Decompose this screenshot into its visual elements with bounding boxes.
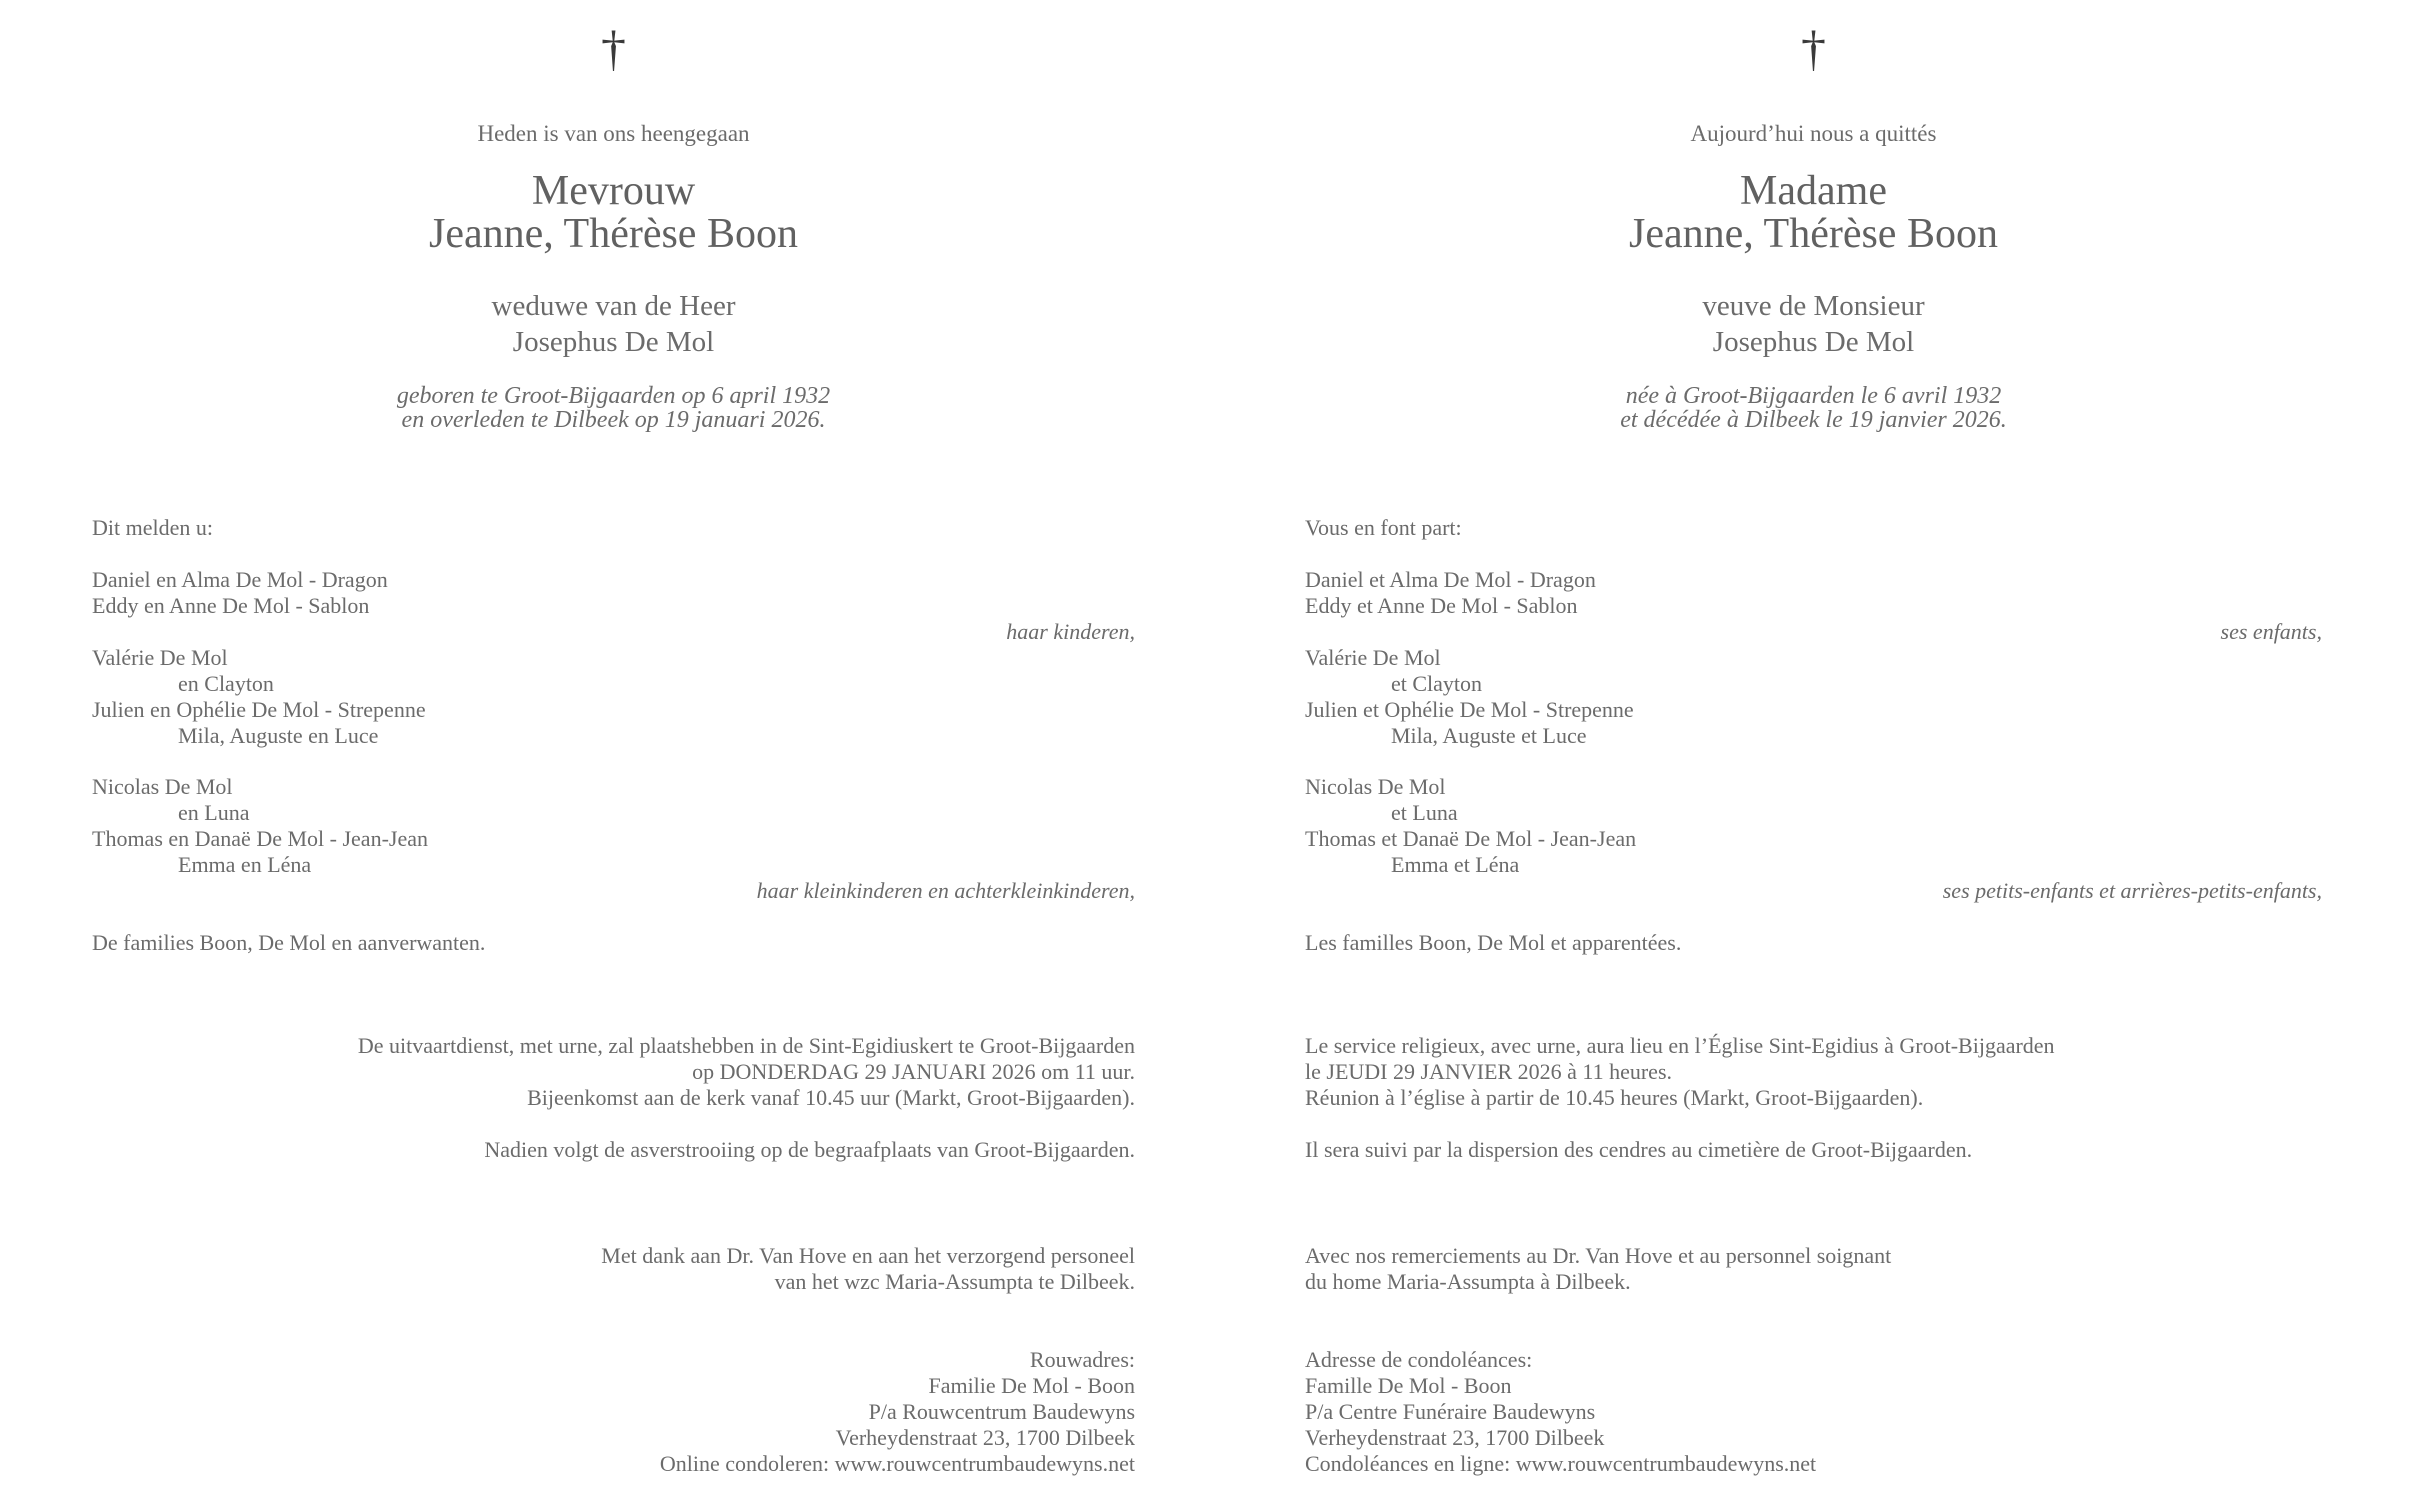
column-french: [1213, 0, 2427, 1509]
address-heading: Rouwadres:: [1029, 1347, 1135, 1372]
grandchildren-group-2: [92, 774, 1135, 878]
thanks-line: du home Maria-Assumpta à Dilbeek.: [1305, 1269, 1631, 1294]
relation-line: weduwe van de Heer: [491, 290, 736, 322]
great-grandchildren-line: Emma en Léna: [178, 852, 312, 877]
dispersion-line: Nadien volgt de asverstrooiing op de begraafplaats van Groot-Bijgaarden.: [484, 1137, 1135, 1162]
children-line: Daniel et Alma De Mol - Dragon: [1305, 567, 1596, 592]
grandchild-line: Nicolas De Mol: [1305, 774, 1446, 799]
address-line: Verheydenstraat 23, 1700 Dilbeek: [835, 1425, 1135, 1450]
announce-line: Vous en font part:: [1305, 515, 1462, 540]
condolence-address-block: [1305, 1347, 2322, 1477]
great-grandchildren-line: Mila, Auguste et Luce: [1391, 723, 1587, 748]
column-dutch-content: [92, 0, 1135, 1509]
death-line: et décédée à Dilbeek le 19 janvier 2026.: [1620, 407, 2007, 433]
online-condolence-line: Condoléances en ligne: www.rouwcentrumbaudewyns.net: [1305, 1451, 1817, 1476]
spouse-name: Josephus De Mol: [1712, 326, 1915, 358]
service-line: De uitvaartdienst, met urne, zal plaatshebben in de Sint-Egidiuskert te Groot-Bijgaarden: [357, 1033, 1135, 1058]
death-line: en overleden te Dilbeek op 19 januari 2026.: [401, 407, 826, 433]
intro-line: Heden is van ons heengegaan: [477, 121, 750, 146]
grandchild-line: Thomas et Danaë De Mol - Jean-Jean: [1305, 826, 1637, 851]
service-line: Bijeenkomst aan de kerk vanaf 10.45 uur (Markt, Groot-Bijgaarden).: [527, 1085, 1135, 1110]
thanks-line: Met dank aan Dr. Van Hove en aan het verzorgend personeel: [601, 1243, 1135, 1268]
service-line: Le service religieux, avec urne, aura lieu en l’Église Sint-Egidius à Groot-Bijgaarden: [1305, 1033, 2055, 1058]
service-line: le JEUDI 29 JANVIER 2026 à 11 heures.: [1305, 1059, 1673, 1084]
deceased-title-block: [1305, 170, 2322, 256]
address-line: Famille De Mol - Boon: [1305, 1373, 1512, 1398]
deceased-title: Madame: [1740, 168, 1887, 214]
cross-icon: †: [1801, 20, 1826, 76]
birth-death-block: [92, 384, 1135, 432]
grandchild-line: Thomas en Danaë De Mol - Jean-Jean: [92, 826, 428, 851]
intro-line: Aujourd’hui nous a quittés: [1690, 121, 1937, 146]
children-line: Eddy en Anne De Mol - Sablon: [92, 593, 370, 618]
column-french-content: [1305, 0, 2322, 1509]
thanks-block: [1305, 1243, 2322, 1295]
children-line: Daniel en Alma De Mol - Dragon: [92, 567, 388, 592]
dispersion-line: Il sera suivi par la dispersion des cendres au cimetière de Groot-Bijgaarden.: [1305, 1137, 1973, 1162]
spouse-name: Josephus De Mol: [512, 326, 715, 358]
address-line: P/a Rouwcentrum Baudewyns: [868, 1399, 1135, 1424]
grandchild-partner-line: en Clayton: [178, 671, 274, 696]
grandchild-partner-line: et Clayton: [1391, 671, 1483, 696]
cross-icon: †: [601, 20, 626, 76]
birth-line: née à Groot-Bijgaarden le 6 avril 1932: [1625, 383, 2002, 409]
children-list: [1305, 567, 2322, 619]
grandchildren-label: ses petits-enfants et arrières-petits-enfants,: [1942, 878, 2322, 903]
service-line: op DONDERDAG 29 JANUARI 2026 om 11 uur.: [692, 1059, 1135, 1084]
address-heading: Adresse de condoléances:: [1305, 1347, 1533, 1372]
address-line: Verheydenstraat 23, 1700 Dilbeek: [1305, 1425, 1605, 1450]
grandchild-line: Julien et Ophélie De Mol - Strepenne: [1305, 697, 1634, 722]
great-grandchildren-line: Mila, Auguste en Luce: [178, 723, 379, 748]
birth-death-block: [1305, 384, 2322, 432]
children-line: Eddy et Anne De Mol - Sablon: [1305, 593, 1578, 618]
thanks-line: Avec nos remerciements au Dr. Van Hove et au personnel soignant: [1305, 1243, 1892, 1268]
grandchild-partner-line: et Luna: [1391, 800, 1458, 825]
great-grandchildren-line: Emma et Léna: [1391, 852, 1520, 877]
deceased-title-block: [92, 170, 1135, 256]
announce-line: Dit melden u:: [92, 515, 213, 540]
grandchildren-group-1: [92, 645, 1135, 749]
deceased-title: Mevrouw: [531, 168, 696, 214]
birth-line: geboren te Groot-Bijgaarden op 6 april 1932: [396, 383, 831, 409]
column-dutch: [0, 0, 1213, 1509]
children-label: haar kinderen,: [1006, 619, 1135, 644]
families-line: De families Boon, De Mol en aanverwanten.: [92, 930, 486, 955]
online-condolence-line: Online condoleren: www.rouwcentrumbaudewyns.net: [659, 1451, 1135, 1476]
grandchild-partner-line: en Luna: [178, 800, 250, 825]
deceased-name: Jeanne, Thérèse Boon: [429, 211, 798, 257]
relation-line: veuve de Monsieur: [1702, 290, 1925, 322]
relation-block: [92, 288, 1135, 360]
service-block: [92, 1033, 1135, 1111]
families-line: Les familles Boon, De Mol et apparentées.: [1305, 930, 1682, 955]
grandchild-line: Nicolas De Mol: [92, 774, 233, 799]
grandchild-line: Julien en Ophélie De Mol - Strepenne: [92, 697, 426, 722]
grandchild-line: Valérie De Mol: [92, 645, 228, 670]
grandchildren-label: haar kleinkinderen en achterkleinkinderen,: [756, 878, 1135, 903]
relation-block: [1305, 288, 2322, 360]
address-line: P/a Centre Funéraire Baudewyns: [1305, 1399, 1596, 1424]
service-line: Réunion à l’église à partir de 10.45 heures (Markt, Groot-Bijgaarden).: [1305, 1085, 1924, 1110]
deceased-name: Jeanne, Thérèse Boon: [1629, 211, 1998, 257]
condolence-address-block: [92, 1347, 1135, 1477]
grandchildren-group-1: [1305, 645, 2322, 749]
thanks-line: van het wzc Maria-Assumpta te Dilbeek.: [774, 1269, 1135, 1294]
grandchild-line: Valérie De Mol: [1305, 645, 1441, 670]
thanks-block: [92, 1243, 1135, 1295]
service-block: [1305, 1033, 2322, 1111]
address-line: Familie De Mol - Boon: [928, 1373, 1135, 1398]
children-list: [92, 567, 1135, 619]
children-label: ses enfants,: [2220, 619, 2322, 644]
grandchildren-group-2: [1305, 774, 2322, 878]
